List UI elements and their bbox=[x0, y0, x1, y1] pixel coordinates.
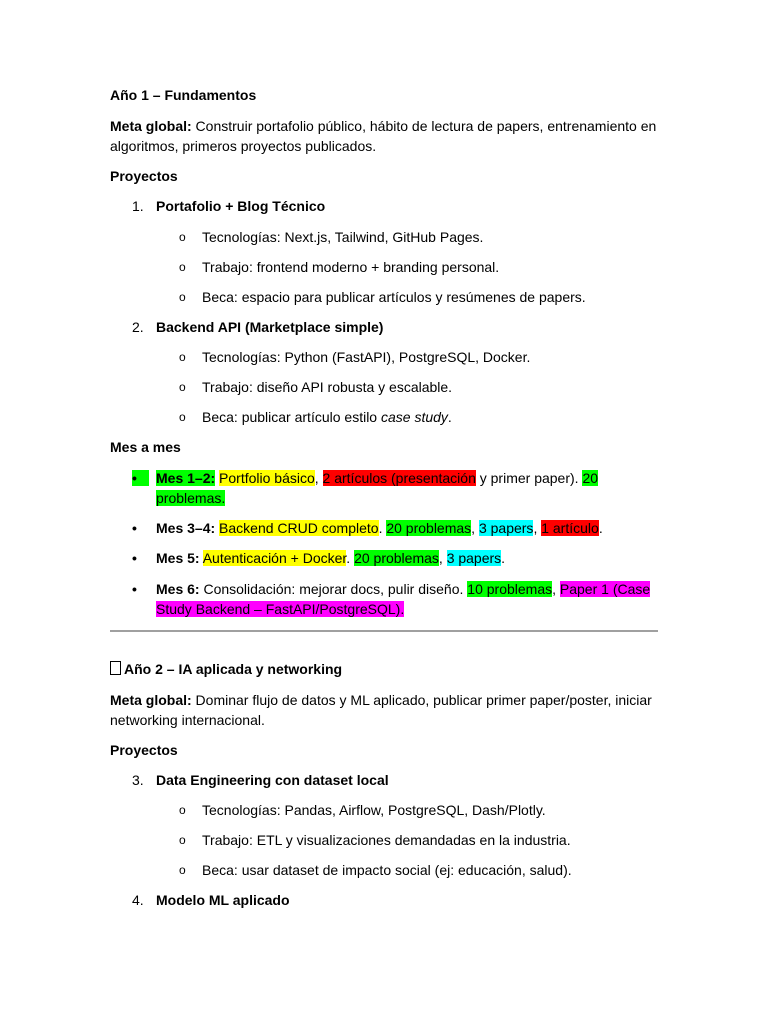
project2-title: Backend API (Marketplace simple) bbox=[156, 319, 384, 335]
project3-sub1: Tecnologías: Pandas, Airflow, PostgreSQL, Dash/Plotly. bbox=[202, 802, 546, 818]
month2-highlight-green: 20 problemas bbox=[386, 520, 472, 536]
year2-title bbox=[110, 659, 670, 679]
project2-number: 2. bbox=[132, 319, 144, 335]
project4-number: 4. bbox=[132, 892, 144, 908]
month2-part: , bbox=[471, 520, 479, 536]
year1-meta bbox=[110, 116, 670, 156]
year2-meta bbox=[110, 690, 670, 730]
month4-part: , bbox=[552, 581, 560, 597]
month1-highlight-green: 20 problemas. bbox=[156, 470, 599, 506]
month1-part: y primer paper). bbox=[475, 470, 583, 486]
month3-highlight-yellow: Autenticación + Docker bbox=[202, 550, 347, 566]
sub-bullet: o bbox=[179, 350, 186, 364]
project2-sub3-suffix: . bbox=[447, 409, 452, 425]
month2-highlight-cyan: 3 papers bbox=[478, 520, 534, 536]
month3-part: . bbox=[501, 550, 506, 566]
month3-label: Mes 5: bbox=[156, 550, 200, 566]
month2-highlight-yellow: Backend CRUD completo bbox=[219, 520, 379, 536]
month2-highlight-red: 1 artículo bbox=[541, 520, 599, 536]
year2-title-text: Año 2 – IA aplicada y networking bbox=[124, 661, 343, 677]
project4-title: Modelo ML aplicado bbox=[156, 892, 290, 908]
sub-bullet: o bbox=[179, 230, 186, 244]
project2-sub3-italic: case study bbox=[380, 409, 448, 425]
project2-sub3-prefix: Beca: publicar artículo estilo bbox=[202, 409, 381, 425]
month3 bbox=[156, 548, 656, 568]
month4-label: Mes 6: bbox=[156, 581, 200, 597]
month2-label: Mes 3–4: bbox=[156, 520, 216, 536]
year1-meta-text: Construir portafolio público, hábito de lectura de papers, entrenamiento en algoritmos, primeros proyectos publicados. bbox=[110, 118, 657, 154]
project1-title: Portafolio + Blog Técnico bbox=[156, 198, 326, 214]
month3-part: . bbox=[346, 550, 355, 566]
bullet: • bbox=[132, 581, 137, 597]
sub-bullet: o bbox=[179, 410, 186, 424]
year1-title: Año 1 – Fundamentos bbox=[110, 87, 257, 103]
month3-highlight-cyan: 3 papers bbox=[446, 550, 502, 566]
sub-bullet: o bbox=[179, 290, 186, 304]
year1-proyectos-heading: Proyectos bbox=[110, 168, 178, 184]
sub-bullet: o bbox=[179, 833, 186, 847]
month1 bbox=[156, 468, 656, 508]
month2-part: . bbox=[598, 520, 603, 536]
month4 bbox=[156, 579, 656, 619]
project1-sub2: Trabajo: frontend moderno + branding personal. bbox=[202, 259, 500, 275]
bullet: • bbox=[132, 520, 137, 536]
month4-part: Consolidación: mejorar docs, pulir diseño. bbox=[199, 581, 468, 597]
bullet-glyph: • bbox=[132, 470, 149, 486]
project1-sub1: Tecnologías: Next.js, Tailwind, GitHub Pages. bbox=[202, 229, 484, 245]
bullet: • bbox=[132, 550, 137, 566]
month1-highlight-yellow: Portfolio básico bbox=[219, 470, 315, 486]
month1-part: , bbox=[314, 470, 323, 486]
year2-meta-text: Dominar flujo de datos y ML aplicado, publicar primer paper/poster, iniciar networking internacional. bbox=[110, 692, 652, 728]
sub-bullet: o bbox=[179, 380, 186, 394]
year2-proyectos-heading: Proyectos bbox=[110, 742, 178, 758]
month2 bbox=[156, 518, 656, 538]
month3-highlight-green: 20 problemas bbox=[354, 550, 439, 566]
month2-part: , bbox=[533, 520, 542, 536]
month1-highlight-red: 2 artículos (presentación bbox=[322, 470, 476, 486]
project1-sub3: Beca: espacio para publicar artículos y resúmenes de papers. bbox=[202, 289, 586, 305]
project2-sub1: Tecnologías: Python (FastAPI), PostgreSQL, Docker. bbox=[202, 349, 531, 365]
project1-number: 1. bbox=[132, 198, 144, 214]
project3-number: 3. bbox=[132, 772, 144, 788]
month2-part: . bbox=[378, 520, 387, 536]
bullet bbox=[132, 468, 149, 488]
year2-meta-label: Meta global: bbox=[110, 692, 192, 708]
project3-sub3: Beca: usar dataset de impacto social (ej: educación, salud). bbox=[202, 862, 572, 878]
sub-bullet: o bbox=[179, 803, 186, 817]
month4-highlight-green: 10 problemas bbox=[467, 581, 553, 597]
project2-sub2: Trabajo: diseño API robusta y escalable. bbox=[202, 379, 453, 395]
sub-bullet: o bbox=[179, 863, 186, 877]
month4-highlight-magenta: Paper 1 (Case Study Backend – FastAPI/PostgreSQL). bbox=[156, 581, 651, 617]
horizontal-rule bbox=[110, 630, 658, 632]
project3-sub2: Trabajo: ETL y visualizaciones demandadas en la industria. bbox=[202, 832, 571, 848]
mes-heading: Mes a mes bbox=[110, 439, 181, 455]
missing-glyph-icon bbox=[110, 661, 121, 675]
project3-title: Data Engineering con dataset local bbox=[156, 772, 389, 788]
month1-label: Mes 1–2: bbox=[156, 470, 216, 486]
year1-meta-label: Meta global: bbox=[110, 118, 192, 134]
project2-sub3 bbox=[202, 407, 662, 427]
month3-part: , bbox=[438, 550, 447, 566]
sub-bullet: o bbox=[179, 260, 186, 274]
